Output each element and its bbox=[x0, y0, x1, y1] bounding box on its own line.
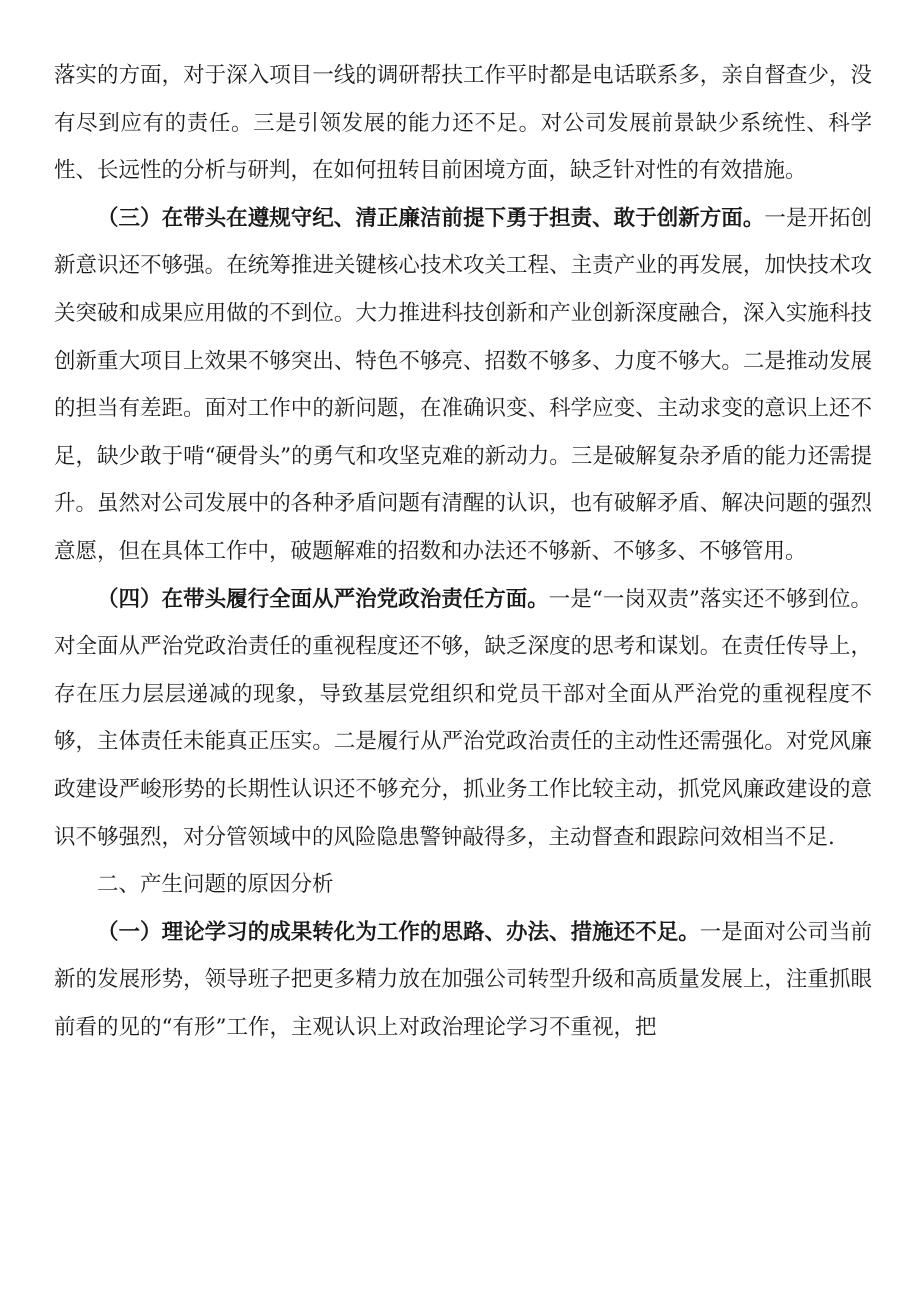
paragraph-heading: （三）在带头在遵规守纪、清正廉洁前提下勇于担责、敢于创新方面。 bbox=[97, 205, 765, 231]
paragraph-body: 一是“一岗双责”落实还不够到位。对全面从严治党政治责任的重视程度还不够，缺乏深度的思考和谋划。在责任传导上，存在压力层层递减的现象，导致基层党组织和党员干部对全面从严治党的重视程度不够，主体责任未能真正压实。二是履行从严治党政治责任的主动性还需强化。对党风廉政建设严峻形势的长期性认识还不够充分，抓业务工作比较主动，抓党风廉政建设的意识不够强烈，对分管领域中的风险隐患警钟敲得多，主动督查和跟踪问效相当不足. bbox=[54, 586, 872, 850]
paragraph-heading: （一）理论学习的成果转化为工作的思路、办法、措施还不足。 bbox=[97, 919, 700, 945]
section-title: 二、产生问题的原因分析 bbox=[97, 872, 334, 898]
paragraph-section-three bbox=[54, 195, 872, 576]
paragraph-section-four bbox=[54, 576, 872, 862]
paragraph-cause-one bbox=[54, 909, 872, 1052]
paragraph-heading: （四）在带头履行全面从严治党政治责任方面。 bbox=[97, 586, 549, 612]
paragraph-body: 一是开拓创新意识还不够强。在统筹推进关键核心技术攻关工程、主责产业的再发展，加快技术攻关突破和成果应用做的不到位。大力推进科技创新和产业创新深度融合，深入实施科技创新重大项目上效果不够突出、特色不够亮、招数不够多、力度不够大。二是推动发展的担当有差距。面对工作中的新问题，在准确识变、科学应变、主动求变的意识上还不足，缺少敢于啃“硬骨头”的勇气和攻坚克难的新动力。三是破解复杂矛盾的能力还需提升。虽然对公司发展中的各种矛盾问题有清醒的认识，也有破解矛盾、解决问题的强烈意愿，但在具体工作中，破题解难的招数和办法还不够新、不够多、不够管用。 bbox=[54, 205, 872, 564]
paragraph-continued bbox=[54, 52, 872, 195]
paragraph-body: 一是面对公司当前新的发展形势，领导班子把更多精力放在加强公司转型升级和高质量发展上，注重抓眼前看的见的“有形”工作，主观认识上对政治理论学习不重视，把 bbox=[54, 919, 872, 1040]
paragraph-body: 落实的方面，对于深入项目一线的调研帮扶工作平时都是电话联系多，亲自督查少，没有尽到应有的责任。三是引领发展的能力还不足。对公司发展前景缺少系统性、科学性、长远性的分析与研判，在如何扭转目前困境方面，缺乏针对性的有效措施。 bbox=[54, 63, 872, 184]
